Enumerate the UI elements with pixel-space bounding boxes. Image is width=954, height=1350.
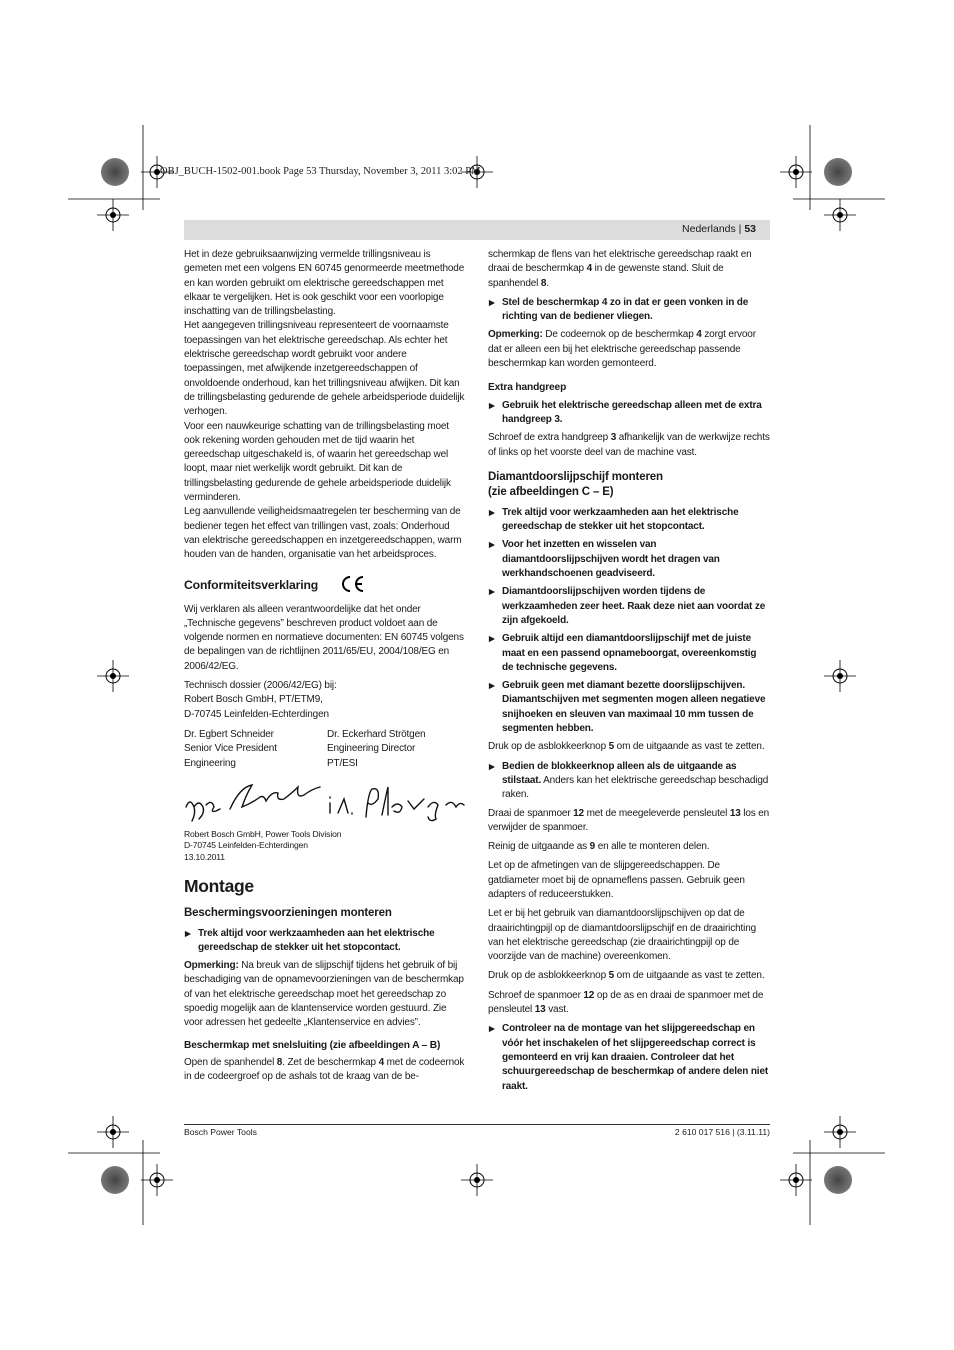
conformity-heading — [184, 575, 466, 597]
direction-text: Let er bij het gebruik van diamantdoorslijpschijven op dat de draairichtingpijl op de diamantdoorslijpschijf en de draairichting van het elektrische gereedschap (zie draairichtingpijl op de voorzijde van de machine) overeenkomen. — [488, 908, 757, 963]
company-date: 13.10.2011 — [184, 851, 225, 862]
s-t3: vast. — [545, 1004, 569, 1016]
quick-release-text — [184, 1056, 466, 1085]
montage-heading: Montage — [184, 876, 254, 897]
diamond-bullet-5: ▶ Gebruik geen met diamant bezette doorslijpschijven. Diamantschijven met segmenten mogen alleen negatieve snijhoeken en sleuven van maximaal 10 mm tussen de segmenten hebben. — [488, 679, 770, 736]
lock-bullet — [488, 760, 770, 803]
cl-t2: en alle te monteren delen. — [595, 841, 710, 853]
signer-1-title: Senior Vice President — [184, 743, 277, 755]
c-t1: schermkap de flens van het elektrische gereedschap raakt en draai de beschermkap — [488, 249, 752, 275]
diamond-heading-2: (zie afbeeldingen C – E) — [488, 485, 614, 498]
page-header — [184, 220, 770, 240]
note-1-label: Opmerking: — [184, 960, 239, 972]
u-t2: met de meegeleverde pensleutel — [583, 807, 730, 819]
unscrew-text — [488, 807, 770, 836]
dossier-line-1: Technisch dossier (2006/42/EG) bij: — [184, 680, 337, 692]
qr-n2: 4 — [378, 1056, 384, 1068]
vibration-para-3: Voor een nauwkeurige schatting van de trillingsbelasting moet ook rekening worden gehouden met de tijd waarin het gereedschap uitgeschakeld is, of waarin het gereedschap wel loopt, maar niet werkelijk wordt gebruikt. Dit kan de trillingsbelasting gedurende de gehele arbeidsperiode duidelijk verminderen. — [184, 420, 451, 504]
sparks-bullet: ▶ Stel de beschermkap 4 zo in dat er geen vonken in de richting van de bediener vliegen. — [488, 296, 770, 325]
ce-mark-icon — [339, 575, 365, 597]
diamond-bullet-4: ▶ Gebruik altijd een diamantdoorslijpschijf met de juiste maat en een passend opnameboorgat, overeenkomstig de technische gegevens. — [488, 632, 770, 675]
n2-n: 4 — [696, 329, 702, 341]
company-block — [184, 829, 466, 864]
signatures-image — [184, 777, 466, 825]
diamond-heading — [488, 470, 770, 500]
screw-text — [488, 989, 770, 1018]
press-lock-text — [488, 740, 770, 754]
vibration-para-4: Leg aanvullende veiligheidsmaatregelen ter bescherming van de bediener tegen het effect van trillingen vast, zoals: Onderhoud van elektrische gereedschappen en inzetgereedschappen, warm houden van de handen, organisatie van het arbeidsproces. — [184, 506, 462, 561]
c-t2: in de gewenste stand. Sluit de spanhendel — [488, 263, 724, 289]
c-t3: . — [546, 277, 549, 289]
page-number: 53 — [744, 223, 756, 235]
signer-2 — [327, 728, 470, 771]
note-1-text: Na breuk van de slijpschijf tijdens het gebruik of bij beschadiging van de opnamevoorzieningen van de beschermkap of van het elektrische gereedschap moet het gereedschap zo spoedig mogelijk aan de klantenservice worden gestuurd. Zie voor adressen het gedeelte „Klantenservice en advies”. — [184, 960, 464, 1029]
eh-t2: afhankelijk van de werkwijze rechts of links op het voorste deel van de machine vast. — [488, 432, 770, 458]
signer-1 — [184, 728, 327, 771]
pl2-n: 5 — [608, 970, 615, 982]
diamond-bullet-3: ▶ Diamantdoorslijpschijven worden tijdens de werkzaamheden zeer heet. Raak deze niet aan voordat ze zijn afgekoeld. — [488, 585, 770, 628]
n2-t2: zorgt ervoor dat er alleen een bij het elektrische gereedschap passende beschermkap kan worden gemonteerd. — [488, 329, 756, 370]
diamond-bullet-1: ▶ Trek altijd voor werkzaamheden aan het elektrische gereedschap de stekker uit het stopcontact. — [488, 506, 770, 535]
signer-2-dept: PT/ESI — [327, 757, 358, 769]
conformity-text: Wij verklaren als alleen verantwoordelijke dat het onder „Technische gegevens” beschreven product voldoet aan de volgende normen en normatieve documenten: EN 60745 volgens de bepalingen van de richtlijnen 2011/65/EU, 2004/108/EG en 2006/42/EG. — [184, 603, 464, 672]
n2-t1: De codeernok op de beschermkap — [542, 329, 697, 341]
dossier-line-3: D-70745 Leinfelden-Echterdingen — [184, 708, 329, 720]
u-n1: 12 — [573, 807, 584, 819]
check-bullet: ▶ Controleer na de montage van het slijpgereedschap en vóór het inschakelen of het slijpgereedschap correct is gemonteerd en vrij kan draaien. Controleer dat het schuurgereedschap de beschermkap of andere delen niet raakt. — [488, 1022, 770, 1093]
pl2-t2: om de uitgaande as vast te zetten. — [614, 970, 765, 982]
signer-1-name: Dr. Egbert Schneider — [184, 728, 274, 740]
protection-bullet: ▶ Trek altijd voor werkzaamheden aan het elektrische gereedschap de stekker uit het stopcontact. — [184, 927, 466, 956]
left-column — [184, 248, 466, 1090]
extra-handle-bullet: ▶ Gebruik het elektrische gereedschap alleen met de extra handgreep 3. — [488, 399, 770, 428]
eh-n: 3 — [610, 432, 617, 444]
header-section: Nederlands | — [682, 223, 745, 235]
signer-1-dept: Engineering — [184, 757, 236, 769]
dossier-line-2: Robert Bosch GmbH, PT/ETM9, — [184, 694, 323, 706]
file-info-line: OBJ_BUCH-1502-001.book Page 53 Thursday, November 3, 2011 3:02 PM — [160, 166, 481, 177]
qr-n1: 8 — [276, 1056, 283, 1068]
s-n2: 13 — [534, 1004, 546, 1016]
press-lock-text-2 — [488, 969, 770, 983]
footer-divider — [184, 1124, 770, 1125]
lock-bullet-normal: Anders kan het elektrische gereedschap beschadigd raken. — [502, 774, 769, 801]
pl-n: 5 — [608, 741, 615, 753]
c-n2: 8 — [540, 277, 547, 289]
signers — [184, 728, 466, 771]
vibration-para-2: Het aangegeven trillingsniveau representeert de voornaamste toepassingen van het elektrische gereedschap. Als echter het elektrische gereedschap wordt gebruikt voor andere toepassingen, met afwijkende inzetgereedschappen of onvoldoende onderhoud, kan het trillingsniveau afwijken. Dit kan de trillingsbelasting gedurende de gehele arbeidsperiode duidelijk verhogen. — [184, 320, 465, 418]
cl-t1: Reinig de uitgaande as — [488, 841, 590, 853]
s-t1: Schroef de spanmoer — [488, 989, 584, 1001]
clean-text — [488, 840, 770, 854]
pl-t1: Druk op de asblokkeerknop — [488, 741, 609, 753]
signer-2-name: Dr. Eckerhard Strötgen — [327, 728, 426, 740]
note-1 — [184, 959, 466, 1030]
company-line-1: Robert Bosch GmbH, Power Tools Division — [184, 828, 342, 839]
cl-n: 9 — [589, 841, 596, 853]
s-n1: 12 — [583, 989, 595, 1001]
qr-t2: . Zet de beschermkap — [282, 1056, 379, 1068]
conformity-heading-text: Conformiteitsverklaring — [184, 577, 319, 592]
extra-handle-heading: Extra handgreep — [488, 382, 567, 394]
qr-t1: Open de spanhendel — [184, 1056, 277, 1068]
quick-release-heading: Beschermkap met snelsluiting (zie afbeeldingen A – B) — [184, 1039, 441, 1051]
cont-text — [488, 248, 770, 291]
u-n2: 13 — [729, 807, 741, 819]
vibration-para-1: Het in deze gebruiksaanwijzing vermelde trillingsniveau is gemeten met een volgens EN 60745 genormeerde meetmethode en kan worden gebruikt om elektrische gereedschappen met elkaar te vergelijken. Het is ook geschikt voor een voorlopige inschatting van de trillingsbelasting. — [184, 249, 465, 318]
ce-mark-graphic — [339, 575, 365, 593]
s-t2: op de as en draai de spanmoer met de pensleutel — [488, 989, 764, 1016]
u-t3: los en verwijder de spanmoer. — [488, 807, 770, 833]
c-n1: 4 — [586, 263, 592, 275]
footer-docnumber: 2 610 017 516 | (3.11.11) — [674, 1127, 770, 1137]
protection-heading: Beschermingsvoorzieningen monteren — [184, 906, 392, 919]
dimensions-text: Let op de afmetingen van de slijpgereedschappen. De gatdiameter moet bij de opnameflens passen. Gebruik geen adapters of reduceerstukken. — [488, 860, 745, 900]
signer-2-title: Engineering Director — [327, 743, 416, 755]
qr-t3: met de codeernok in de codeergroef op de ashals tot de kraag van de be- — [184, 1056, 465, 1083]
pl2-t1: Druk op de asblokkeerknop — [488, 970, 609, 982]
right-column — [488, 248, 770, 1098]
lock-bullet-bold: Bedien de blokkeerknop alleen als de uitgaande as stilstaat. — [502, 760, 737, 786]
note-2 — [488, 328, 770, 371]
u-t1: Draai de spanmoer — [488, 807, 574, 819]
company-line-2: D-70745 Leinfelden-Echterdingen — [184, 840, 308, 851]
extra-handle-text — [488, 431, 770, 460]
note-2-label: Opmerking: — [488, 329, 543, 341]
diamond-bullet-2: ▶ Voor het inzetten en wisselen van diamantdoorslijpschijven wordt het dragen van werkhandschoenen geadviseerd. — [488, 538, 770, 581]
footer-brand: Bosch Power Tools — [184, 1127, 257, 1137]
header-label — [682, 223, 756, 235]
diamond-heading-1: Diamantdoorslijpschijf monteren — [488, 470, 663, 483]
pl-t2: om de uitgaande as vast te zetten. — [614, 741, 765, 753]
eh-t1: Schroef de extra handgreep — [488, 432, 611, 444]
